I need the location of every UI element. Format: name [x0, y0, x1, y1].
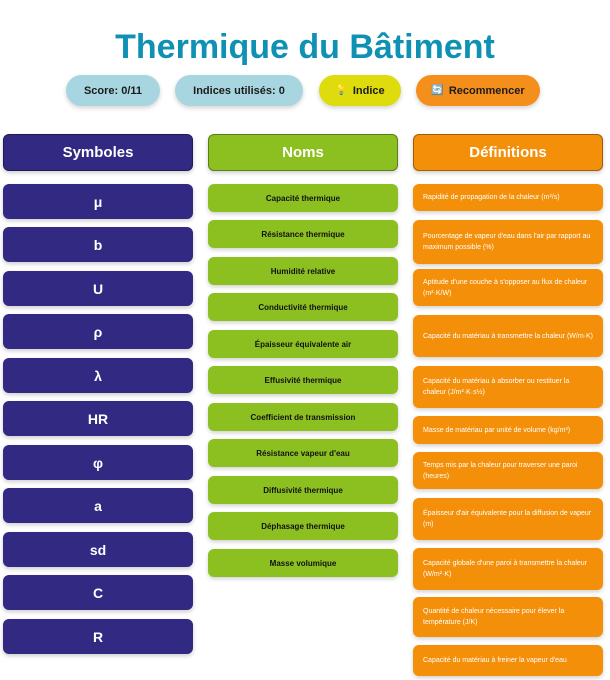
name-card[interactable]: Épaisseur équivalente air — [208, 330, 398, 358]
definition-card[interactable]: Aptitude d'une couche à s'opposer au flux de chaleur (m²·K/W) — [413, 269, 603, 306]
name-card[interactable]: Résistance thermique — [208, 220, 398, 248]
symbol-card[interactable]: a — [3, 488, 193, 523]
score-display: Score: 0/11 — [66, 75, 160, 106]
definition-card[interactable]: Temps mis par la chaleur pour traverser une paroi (heures) — [413, 452, 603, 489]
name-card[interactable]: Effusivité thermique — [208, 366, 398, 394]
symbol-card[interactable]: φ — [3, 445, 193, 480]
name-card[interactable]: Humidité relative — [208, 257, 398, 285]
refresh-icon: 🔄 — [431, 85, 444, 96]
symbol-card[interactable]: C — [3, 575, 193, 610]
name-card[interactable]: Masse volumique — [208, 549, 398, 577]
hints-used-display: Indices utilisés: 0 — [175, 75, 303, 106]
definition-card[interactable]: Épaisseur d'air équivalente pour la diffusion de vapeur (m) — [413, 498, 603, 540]
symbols-header: Symboles — [3, 134, 193, 171]
name-card[interactable]: Capacité thermique — [208, 184, 398, 212]
definition-card[interactable]: Quantité de chaleur nécessaire pour élever la température (J/K) — [413, 597, 603, 637]
symbols-column — [3, 134, 193, 645]
lightbulb-icon: 💡 — [335, 85, 348, 96]
symbol-card[interactable]: U — [3, 271, 193, 306]
symbol-card[interactable]: μ — [3, 184, 193, 219]
definitions-header: Définitions — [413, 134, 603, 171]
hint-button[interactable] — [319, 75, 401, 106]
symbol-card[interactable]: λ — [3, 358, 193, 393]
page-title: Thermique du Bâtiment — [115, 28, 495, 66]
symbol-card[interactable]: HR — [3, 401, 193, 436]
toolbar — [0, 75, 610, 107]
hint-button-label: Indice — [352, 84, 385, 97]
symbol-card[interactable]: sd — [3, 532, 193, 567]
definition-card[interactable]: Capacité du matériau à absorber ou restituer la chaleur (J/m²·K·s½) — [413, 366, 603, 408]
name-card[interactable]: Coefficient de transmission — [208, 403, 398, 431]
definition-card[interactable]: Capacité du matériau à freiner la vapeur d'eau — [413, 645, 603, 676]
restart-button-label: Recommencer — [448, 84, 525, 97]
restart-button[interactable] — [416, 75, 540, 106]
names-column — [208, 134, 398, 568]
names-header: Noms — [208, 134, 398, 171]
name-card[interactable]: Conductivité thermique — [208, 293, 398, 321]
definition-card[interactable]: Capacité du matériau à transmettre la chaleur (W/m·K) — [413, 315, 603, 357]
definition-card[interactable]: Pourcentage de vapeur d'eau dans l'air par rapport au maximum possible (%) — [413, 220, 603, 264]
definition-card[interactable]: Masse de matériau par unité de volume (kg/m³) — [413, 416, 603, 444]
symbol-card[interactable]: b — [3, 227, 193, 262]
definitions-column — [413, 134, 603, 664]
name-card[interactable]: Diffusivité thermique — [208, 476, 398, 504]
name-card[interactable]: Résistance vapeur d'eau — [208, 439, 398, 467]
symbol-card[interactable]: R — [3, 619, 193, 654]
symbol-card[interactable]: ρ — [3, 314, 193, 349]
name-card[interactable]: Déphasage thermique — [208, 512, 398, 540]
definition-card[interactable]: Rapidité de propagation de la chaleur (m²/s) — [413, 184, 603, 211]
definition-card[interactable]: Capacité globale d'une paroi à transmettre la chaleur (W/m²·K) — [413, 548, 603, 590]
